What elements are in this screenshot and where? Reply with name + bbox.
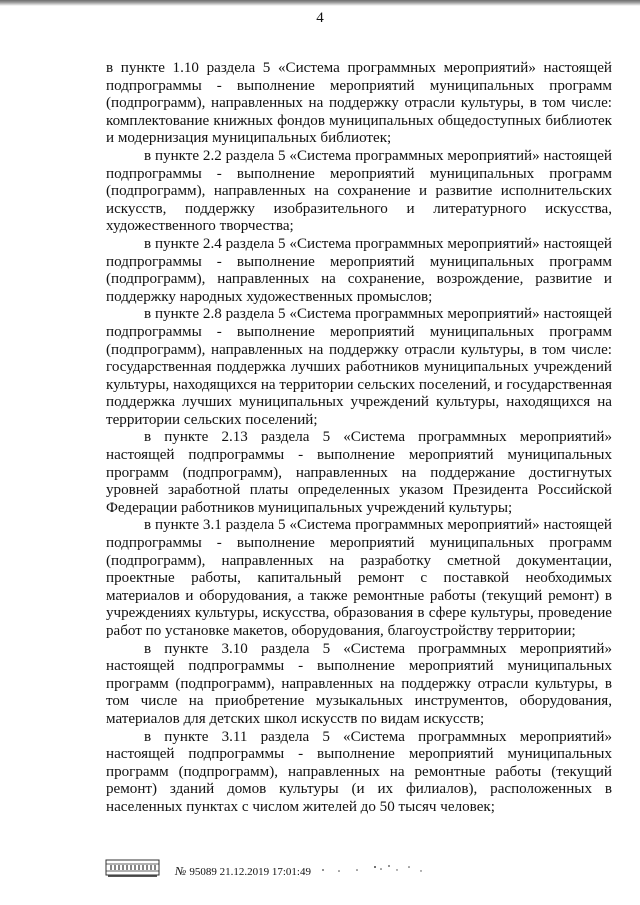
registration-code [175, 864, 311, 879]
registration-stamp: 95089 21.12.2019 17:01:49 [189, 866, 311, 878]
paragraph-2: в пункте 2.2 раздела 5 «Система программных мероприятий» настоящей подпрограммы - выполнение мероприятий муниципальных программ (подпрограмм), направленных на сохранение и развитие исполнительских искусств, поддержку изобразительного и литературного искусства, художественного творчества; [106, 147, 612, 235]
document-body [106, 60, 612, 817]
paragraph-3: в пункте 2.4 раздела 5 «Система программных мероприятий» настоящей подпрограммы - выполнение мероприятий муниципальных программ (подпрограмм), направленных на сохранение, возрождение, развитие и поддержку народных художественных промыслов; [106, 235, 612, 305]
paragraph-5: в пункте 2.13 раздела 5 «Система программных мероприятий» настоящей подпрограммы - выполнение мероприятий муниципальных программ (подпрограмм), направленных на поддержание достигнутых уровней заработной платы определенных указом Президента Российской Федерации работников муниципальных учреждений культуры; [106, 429, 612, 516]
building-stamp-icon [105, 858, 160, 878]
document-footer [105, 858, 445, 884]
number-sign: № [175, 864, 187, 878]
paragraph-6: в пункте 3.1 раздела 5 «Система программных мероприятий» настоящей подпрограммы - выполнение мероприятий муниципальных программ (подпрограмм), направленных на разработку сметной документации, проектные работы, капитальный ремонт с поставкой необходимых материалов и оборудования, а также ремонтные работы (текущий ремонт) в учреждениях культуры, искусства, образования в сфере культуры, проведение работ по установке макетов, оборудования, благоустройству территории; [106, 517, 612, 639]
scan-top-edge [0, 0, 640, 6]
paragraph-7: в пункте 3.10 раздела 5 «Система программных мероприятий» настоящей подпрограммы - выполнение мероприятий муниципальных программ (подпрограмм), направленных на поддержку отрасли культуры, в том числе на приобретение музыкальных инструментов, оборудования, материалов для детских школ искусств по видам искусств; [106, 640, 612, 727]
paragraph-8: в пункте 3.11 раздела 5 «Система программных мероприятий» настоящей подпрограммы - выполнение мероприятий муниципальных программ (подпрограмм), направленных на ремонтные работы (текущий ремонт) зданий домов культуры (и их филиалов), расположенных в населенных пунктах с числом жителей до 50 тысяч человек; [106, 728, 612, 815]
paragraph-4: в пункте 2.8 раздела 5 «Система программных мероприятий» настоящей подпрограммы - выполнение мероприятий муниципальных программ (подпрограмм), направленных на поддержку отрасли культуры, в том числе: государственная поддержка лучших работников муниципальных учреждений культуры, находящихся на территории сельских поселений, и государственная поддержка лучших муниципальных учреждений культуры, находящихся на территории сельских поселений; [106, 306, 612, 428]
page-number: 4 [316, 10, 324, 26]
scan-noise-marks [317, 858, 427, 878]
paragraph-1: в пункте 1.10 раздела 5 «Система программных мероприятий» настоящей подпрограммы - выполнение мероприятий муниципальных программ (подпрограмм), направленных на поддержку отрасли культуры, в том числе: комплектование книжных фондов муниципальных общедоступных библиотек и модернизация муниципальных библиотек; [106, 60, 612, 147]
